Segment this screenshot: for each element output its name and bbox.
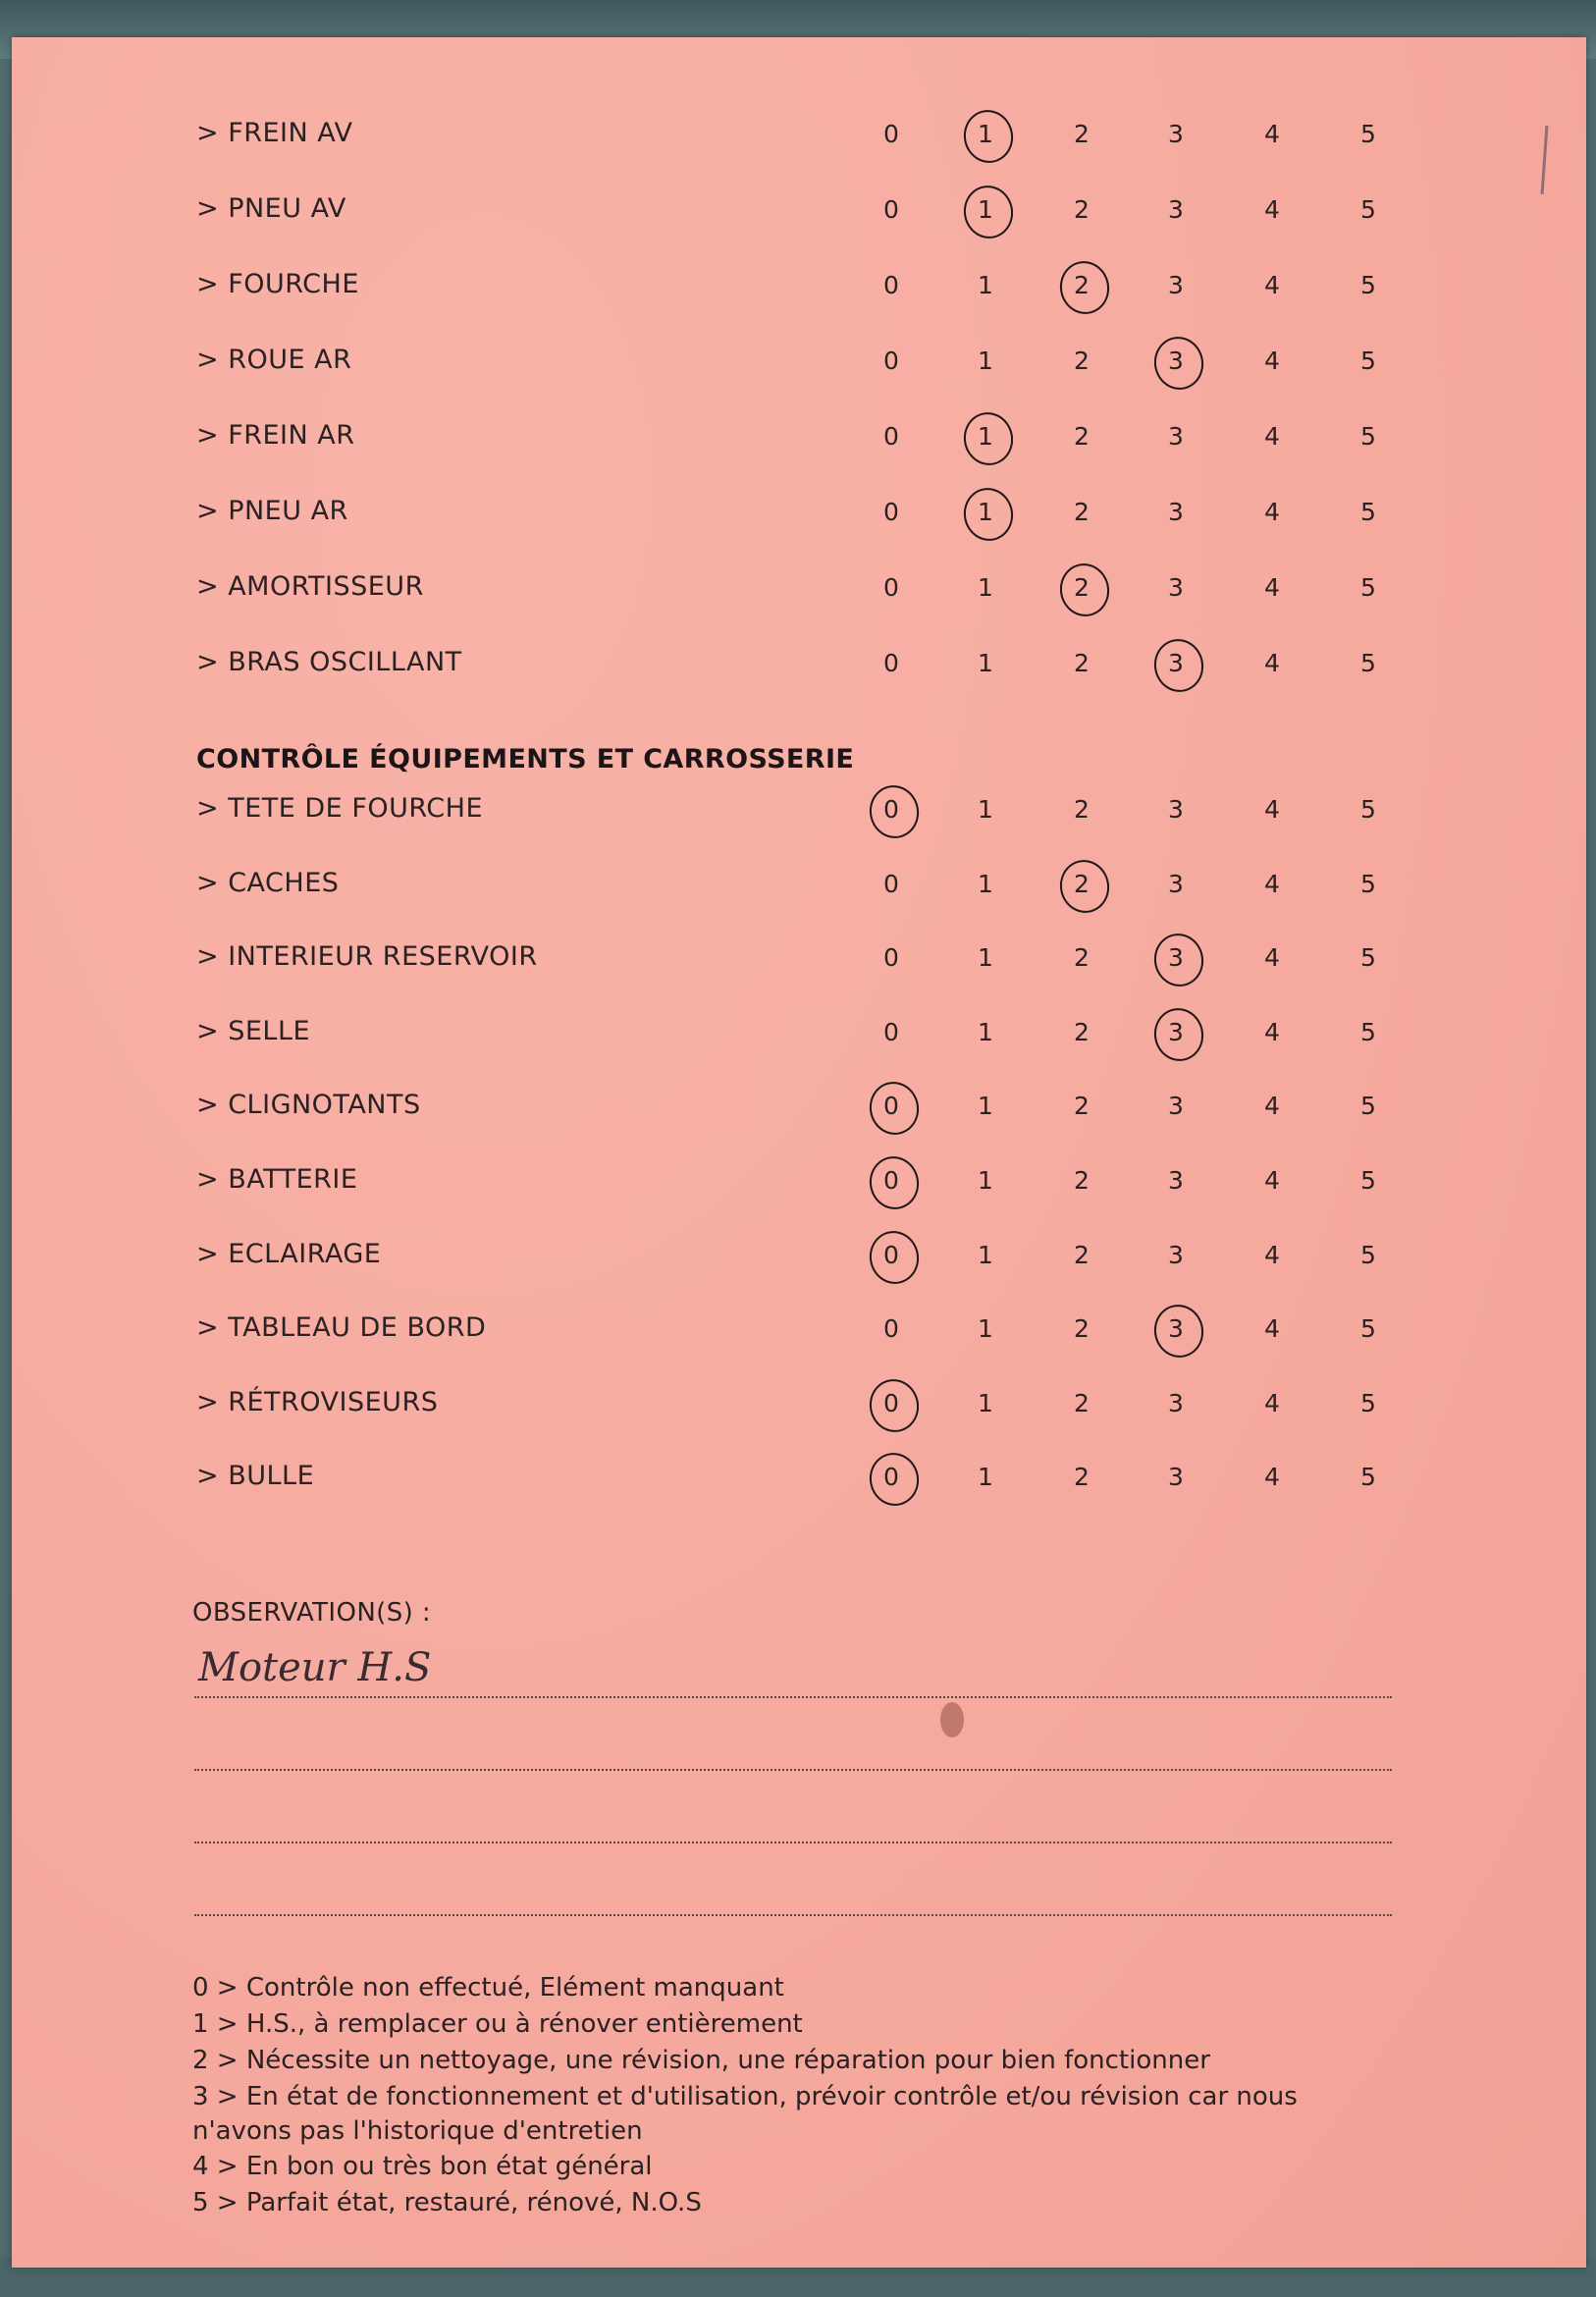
score-option[interactable]: 2 (1074, 1314, 1090, 1344)
inspection-row (12, 561, 1586, 620)
score-option[interactable]: 5 (1360, 1314, 1376, 1344)
score-option[interactable]: 3 (1168, 869, 1184, 898)
observation-line (194, 1696, 1392, 1698)
score-option[interactable]: 4 (1264, 869, 1280, 898)
row-label: > ECLAIRAGE (196, 1238, 382, 1269)
score-option[interactable]: 3 (1168, 120, 1184, 148)
score-option[interactable]: 3 (1168, 1240, 1184, 1269)
score-option[interactable]: 5 (1360, 1017, 1376, 1046)
row-label: > BRAS OSCILLANT (196, 647, 462, 677)
row-label: > TETE DE FOURCHE (196, 793, 483, 824)
score-option[interactable]: 5 (1360, 271, 1376, 299)
score-option[interactable]: 1 (978, 271, 993, 299)
legend-line: 0 > Contrôle non effectué, Elément manquant (192, 1973, 784, 2003)
score-option[interactable]: 4 (1264, 1017, 1280, 1046)
score-option[interactable]: 1 (978, 869, 993, 898)
score-option[interactable]: 5 (1360, 1388, 1376, 1417)
inspection-row (12, 1006, 1586, 1065)
row-label: > BATTERIE (196, 1164, 358, 1195)
inspection-row (12, 1229, 1586, 1288)
score-option[interactable]: 4 (1264, 195, 1280, 224)
legend-line: 3 > En état de fonctionnement et d'utilisation, prévoir contrôle et/ou révision car nous (192, 2082, 1298, 2111)
score-option-circled[interactable]: 1 (958, 422, 1013, 451)
score-option[interactable]: 4 (1264, 347, 1280, 375)
score-option[interactable]: 1 (978, 347, 993, 375)
score-option[interactable]: 4 (1264, 1092, 1280, 1121)
inspection-row (12, 1154, 1586, 1213)
row-label: > PNEU AV (196, 193, 346, 224)
row-label: > RÉTROVISEURS (196, 1386, 439, 1417)
observation-handwritten-note: Moteur H.S (198, 1645, 432, 1690)
inspection-row (12, 1451, 1586, 1510)
row-label: > PNEU AR (196, 496, 348, 526)
score-option[interactable]: 0 (883, 195, 899, 224)
observation-line (194, 1914, 1392, 1916)
row-label: > ROUE AR (196, 345, 352, 375)
score-option[interactable]: 5 (1360, 422, 1376, 451)
score-option[interactable]: 5 (1360, 120, 1376, 148)
score-option-circled[interactable]: 1 (958, 120, 1013, 148)
inspection-row (12, 108, 1586, 167)
score-option[interactable]: 1 (978, 1166, 993, 1195)
section-heading-equipment: CONTRÔLE ÉQUIPEMENTS ET CARROSSERIE (196, 744, 855, 775)
score-option-circled[interactable]: 2 (1054, 573, 1109, 602)
score-option[interactable]: 1 (978, 943, 993, 973)
score-option-circled[interactable]: 0 (864, 1241, 919, 1269)
legend-line: n'avons pas l'historique d'entretien (192, 2116, 643, 2146)
score-option[interactable]: 4 (1264, 120, 1280, 148)
score-option[interactable]: 3 (1168, 1388, 1184, 1417)
score-option-circled[interactable]: 3 (1148, 1018, 1203, 1046)
score-option[interactable]: 1 (978, 573, 993, 602)
score-option[interactable]: 3 (1168, 422, 1184, 451)
legend-line: 4 > En bon ou très bon état général (192, 2152, 653, 2181)
inspection-row (12, 259, 1586, 318)
score-option[interactable]: 5 (1360, 1166, 1376, 1195)
row-label: > CACHES (196, 867, 340, 898)
score-option[interactable]: 2 (1074, 649, 1090, 677)
score-option[interactable]: 5 (1360, 649, 1376, 677)
score-option-circled[interactable]: 3 (1148, 943, 1203, 972)
score-option[interactable]: 1 (978, 1388, 993, 1417)
score-option[interactable]: 3 (1168, 1166, 1184, 1195)
score-option[interactable]: 2 (1074, 422, 1090, 451)
score-option-circled[interactable]: 0 (864, 795, 919, 824)
score-option[interactable]: 5 (1360, 943, 1376, 973)
score-option[interactable]: 4 (1264, 1388, 1280, 1417)
score-option[interactable]: 2 (1074, 1166, 1090, 1195)
score-option[interactable]: 5 (1360, 498, 1376, 526)
score-option-circled[interactable]: 0 (864, 1389, 919, 1417)
score-option[interactable]: 3 (1168, 1092, 1184, 1121)
row-label: > AMORTISSEUR (196, 571, 424, 602)
score-option[interactable]: 4 (1264, 795, 1280, 824)
observation-line (194, 1769, 1392, 1771)
score-option-circled[interactable]: 0 (864, 1092, 919, 1120)
observation-line (194, 1842, 1392, 1843)
score-option[interactable]: 0 (883, 1017, 899, 1046)
score-option-circled[interactable]: 3 (1148, 649, 1203, 677)
score-option[interactable]: 4 (1264, 498, 1280, 526)
score-option[interactable]: 5 (1360, 1240, 1376, 1269)
score-option[interactable]: 4 (1264, 422, 1280, 451)
score-option-circled[interactable]: 2 (1054, 870, 1109, 898)
score-option[interactable]: 2 (1074, 1240, 1090, 1269)
paper-stain (940, 1702, 964, 1737)
score-option-circled[interactable]: 3 (1148, 1314, 1203, 1343)
score-option[interactable]: 2 (1074, 943, 1090, 973)
score-option[interactable]: 5 (1360, 869, 1376, 898)
score-option[interactable]: 3 (1168, 271, 1184, 299)
score-option[interactable]: 0 (883, 422, 899, 451)
score-option[interactable]: 2 (1074, 795, 1090, 824)
score-option[interactable]: 1 (978, 1017, 993, 1046)
score-option[interactable]: 1 (978, 1314, 993, 1344)
row-label: > INTERIEUR RESERVOIR (196, 941, 538, 973)
score-option[interactable]: 2 (1074, 1092, 1090, 1121)
score-option-circled[interactable]: 3 (1148, 347, 1203, 375)
score-option[interactable]: 5 (1360, 573, 1376, 602)
legend-line: 2 > Nécessite un nettoyage, une révision, une réparation pour bien fonctionner (192, 2046, 1210, 2075)
row-label: > FREIN AV (196, 118, 353, 148)
score-option[interactable]: 3 (1168, 573, 1184, 602)
score-option[interactable]: 0 (883, 120, 899, 148)
inspection-row (12, 932, 1586, 990)
score-option[interactable]: 4 (1264, 1240, 1280, 1269)
legend-line: 5 > Parfait état, restauré, rénové, N.O.S (192, 2188, 702, 2217)
score-option[interactable]: 5 (1360, 795, 1376, 824)
score-option[interactable]: 1 (978, 1092, 993, 1121)
score-option[interactable]: 3 (1168, 795, 1184, 824)
score-option[interactable]: 2 (1074, 1388, 1090, 1417)
score-option[interactable]: 5 (1360, 1463, 1376, 1492)
score-option[interactable]: 0 (883, 1314, 899, 1344)
score-option-circled[interactable]: 0 (864, 1166, 919, 1195)
inspection-row (12, 335, 1586, 394)
score-option[interactable]: 3 (1168, 1463, 1184, 1492)
score-option[interactable]: 4 (1264, 1463, 1280, 1492)
inspection-row (12, 783, 1586, 842)
score-option-circled[interactable]: 0 (864, 1463, 919, 1491)
score-option[interactable]: 4 (1264, 1314, 1280, 1344)
row-label: > CLIGNOTANTS (196, 1090, 421, 1121)
score-option[interactable]: 5 (1360, 1092, 1376, 1121)
score-option[interactable]: 4 (1264, 1166, 1280, 1195)
score-option[interactable]: 0 (883, 943, 899, 973)
score-option[interactable]: 0 (883, 271, 899, 299)
score-option[interactable]: 4 (1264, 649, 1280, 677)
score-option[interactable]: 2 (1074, 347, 1090, 375)
row-label: > BULLE (196, 1461, 315, 1492)
row-label: > SELLE (196, 1015, 311, 1046)
inspection-row (12, 486, 1586, 545)
inspection-row (12, 1080, 1586, 1139)
inspection-row (12, 410, 1586, 469)
score-option[interactable]: 4 (1264, 573, 1280, 602)
score-option[interactable]: 3 (1168, 498, 1184, 526)
inspection-row (12, 1303, 1586, 1362)
legend-line: 1 > H.S., à remplacer ou à rénover entièrement (192, 2009, 803, 2039)
score-option[interactable]: 5 (1360, 347, 1376, 375)
observations-label: OBSERVATION(S) : (192, 1598, 431, 1628)
score-option[interactable]: 0 (883, 347, 899, 375)
score-option[interactable]: 2 (1074, 1017, 1090, 1046)
row-label: > TABLEAU DE BORD (196, 1312, 487, 1344)
score-option-circled[interactable]: 1 (958, 195, 1013, 224)
inspection-row (12, 184, 1586, 242)
score-option[interactable]: 2 (1074, 120, 1090, 148)
score-option-circled[interactable]: 1 (958, 498, 1013, 526)
score-option[interactable]: 4 (1264, 271, 1280, 299)
score-option[interactable]: 5 (1360, 195, 1376, 224)
score-option-circled[interactable]: 2 (1054, 271, 1109, 299)
score-option[interactable]: 2 (1074, 195, 1090, 224)
row-label: > FREIN AR (196, 420, 355, 451)
row-label: > FOURCHE (196, 269, 359, 299)
score-option[interactable]: 3 (1168, 195, 1184, 224)
score-option[interactable]: 2 (1074, 498, 1090, 526)
score-option[interactable]: 1 (978, 795, 993, 824)
score-option[interactable]: 2 (1074, 1463, 1090, 1492)
inspection-row (12, 1377, 1586, 1436)
inspection-sheet (12, 37, 1586, 2268)
score-option[interactable]: 4 (1264, 943, 1280, 973)
score-option[interactable]: 1 (978, 1240, 993, 1269)
inspection-row (12, 637, 1586, 696)
score-option[interactable]: 0 (883, 869, 899, 898)
score-option[interactable]: 0 (883, 649, 899, 677)
inspection-row (12, 858, 1586, 917)
score-option[interactable]: 1 (978, 649, 993, 677)
score-option[interactable]: 0 (883, 573, 899, 602)
score-option[interactable]: 1 (978, 1463, 993, 1492)
score-option[interactable]: 0 (883, 498, 899, 526)
